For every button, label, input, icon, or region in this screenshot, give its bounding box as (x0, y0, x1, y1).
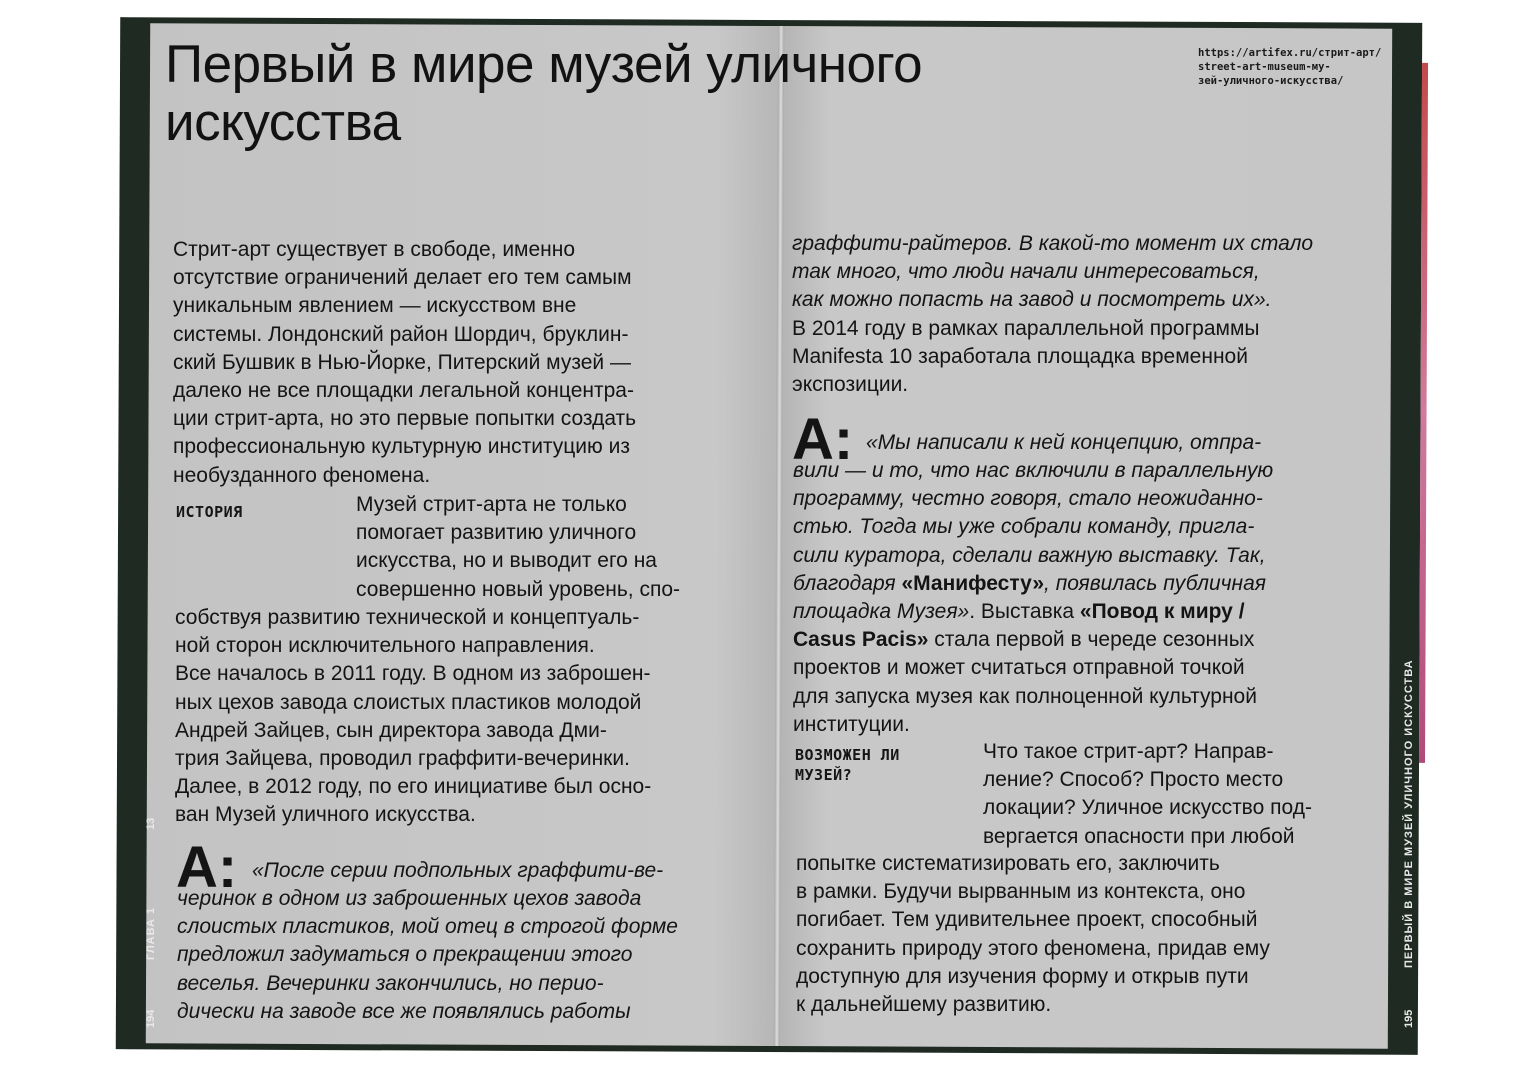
source-url: https://artifex.ru/стрит-арт/ street-art-museum-му- зей-уличного-искусства/ (1198, 47, 1382, 87)
manifesta-paragraph: В 2014 году в рамках параллельной программы Manifesta 10 заработала площадка временной экспозиции. (792, 317, 1260, 397)
exhibition-name-manifesta: «Манифесту» (901, 571, 1045, 595)
page-number-left: 194 (145, 1009, 157, 1028)
page-title: Первый в мире музей уличного искусства (165, 35, 923, 152)
answer-marker-left: А: (176, 835, 238, 900)
history-indented-text: Музей стрит-арта не только помогает развитию уличного искусства, но и выводит его на совершенно новый уровень, спо- (356, 493, 680, 601)
intro-paragraph: Стрит-арт существует в свободе, именно отсутствие ограничений делает его тем самым уникальным явлением — искусством вне системы. Лондонский район Шордич, бруклин- ский Бушвик в Нью-Йорке, Питерский музей — далеко не все площадки легальной концентра- ции стрит-арта, но это первые попытки создать профессиональную культурную институцию из необузданного феномена. (173, 238, 637, 487)
page-number-right: 195 (1403, 1009, 1415, 1028)
section-label-museum: ВОЗМОЖЕН ЛИ МУЗЕЙ? (795, 746, 900, 784)
answer-marker-right: А: (792, 407, 854, 472)
quote-line-casus: Casus Pacis» стала первой в череде сезонных (793, 628, 1255, 652)
running-title: ПЕРВЫЙ В МИРЕ МУЗЕЙ УЛИЧНОГО ИСКУССТВА (1403, 659, 1415, 968)
quote-first-line-left: «После серии подпольных граффити-ве- (252, 859, 664, 882)
quote-line-exhibition: площадка Музея». Выставка «Повод к миру / (793, 600, 1245, 624)
quote-first-line-right: «Мы написали к ней концепцию, отпра- (866, 431, 1262, 454)
museum-indented-text: Что такое стрит-арт? Направ- ление? Способ? Просто место локации? Уличное искусство под- вергается опасности при любой (983, 740, 1312, 848)
quote-continuation: граффити-райтеров. В какой-то момент их стало так много, что люди начали интересоваться, как можно попасть на завод и посмотреть их». (792, 232, 1314, 312)
history-paragraph: собствуя развитию технической и концептуаль- ной сторон исключительного направления. Все началось в 2011 году. В одном из заброшен- ных цехов завода слоистых пластиков молодой Андрей Зайцев, сын директора завода Дми- трия Зайцева, проводил граффити-вечеринки. Далее, в 2012 году, по его инициативе был осно- ван Музей уличного искусства. (175, 606, 652, 827)
museum-paragraph: попытке систематизировать его, заключить в рамки. Будучи вырванным из контекста, оно погибает. Тем удивительнее проект, способный сохранить природу этого феномена, придав ему доступную для изучения форму и открыв пути к дальнейшему развитию. (796, 852, 1270, 1017)
page-edge-color (1419, 63, 1428, 763)
section-label-history: ИСТОРИЯ (176, 503, 243, 521)
quote-paragraph-left: черинок в одном из заброшенных цехов завода слоистых пластиков, мой отец в строгой форме предложил задуматься о прекращении этого веселья. Вечеринки закончились, но перио- дически на заводе все же появлялись работы (177, 887, 678, 1023)
exhibition-name-casus-pacis: «Повод к миру / (1079, 600, 1245, 624)
chapter-number: 13 (145, 817, 157, 830)
quote-line-manifesta: благодаря «Манифесту», появилась публичная (793, 571, 1266, 595)
chapter-label: ГЛАВА 1 (145, 906, 157, 960)
quote-paragraph-right: вили — и то, что нас включили в параллельную программу, честно говоря, стало неожиданно- стью. Тогда мы уже собрали команду, пригла- сили куратора, сделали важную выставку. Так, благодаря «Манифесту», появилась публичная площадка Музея». Выставка «Повод к миру / Casus Pacis» стала первой в череде сезонных проектов и может считаться отправной точкой для запуска музея как полноценной культурной институции. (793, 457, 1393, 739)
